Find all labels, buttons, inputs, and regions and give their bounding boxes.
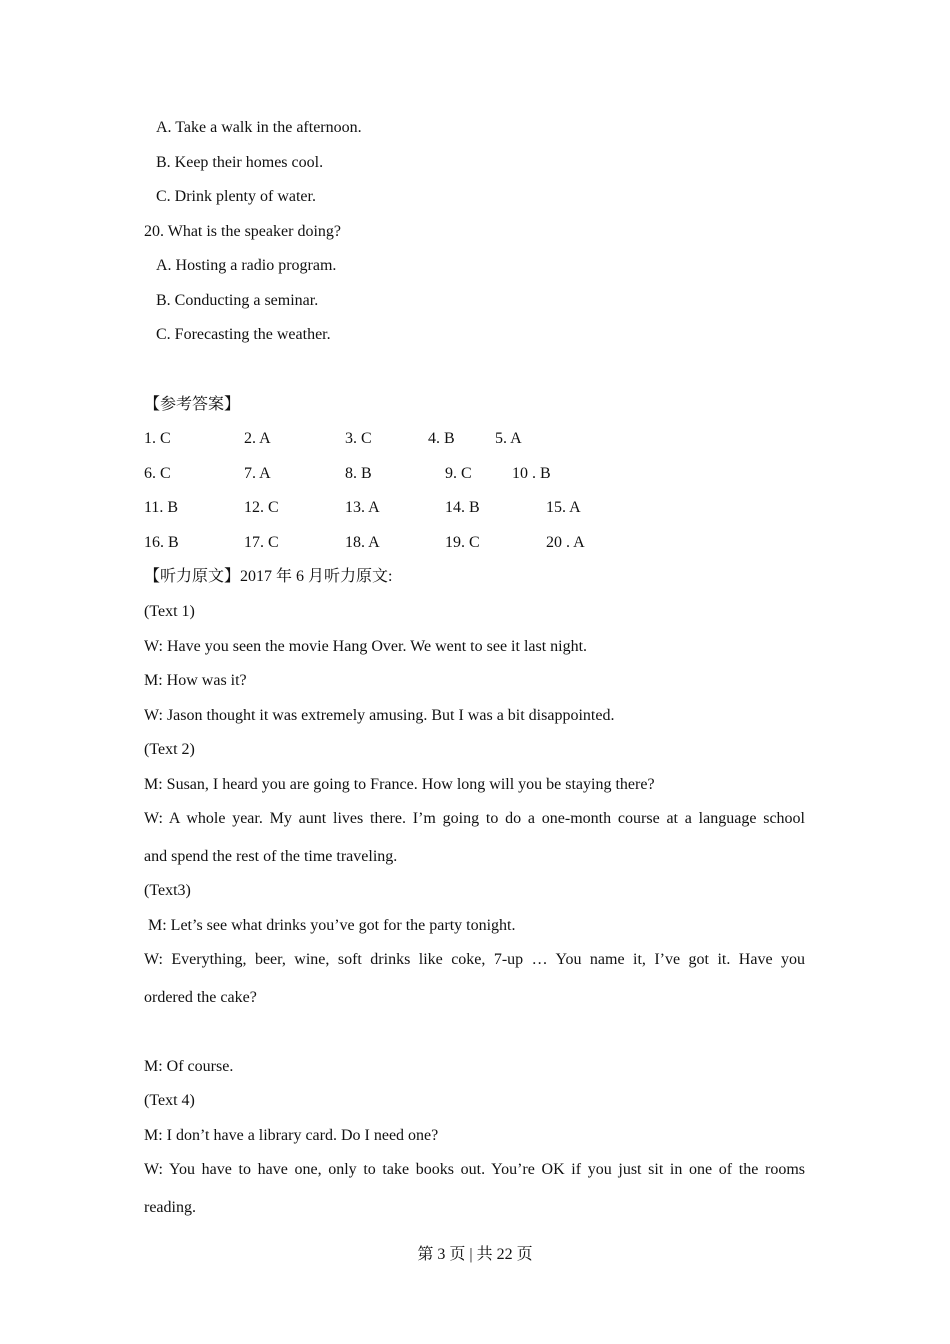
text3-line-m1: M: Let’s see what drinks you’ve got for the party tonight. — [144, 917, 516, 934]
text2-line-w1-part1-text: W: A whole year. My aunt lives there. I’m going to do a one-month course at a language school — [144, 810, 805, 827]
text2-line-w1-part1 — [144, 809, 805, 829]
answer-1: 1. C — [144, 430, 171, 447]
answer-8: 8. B — [345, 465, 372, 482]
text2-line-m1: M: Susan, I heard you are going to France. How long will you be staying there? — [144, 776, 655, 793]
text3-line-w1-part1 — [144, 950, 805, 970]
answer-14: 14. B — [445, 499, 480, 516]
answer-16: 16. B — [144, 534, 179, 551]
answer-3: 3. C — [345, 430, 372, 447]
answer-5: 5. A — [495, 430, 522, 447]
answer-17: 17. C — [244, 534, 279, 551]
answer-18: 18. A — [345, 534, 380, 551]
text1-line-w1: W: Have you seen the movie Hang Over. We went to see it last night. — [144, 638, 588, 655]
answer-12: 12. C — [244, 499, 279, 516]
q20-option-b: B. Conducting a seminar. — [156, 292, 319, 309]
answer-11: 11. B — [144, 499, 179, 516]
answer-9: 9. C — [445, 465, 472, 482]
answer-4: 4. B — [428, 430, 455, 447]
answers-heading: 【参考答案】 — [144, 396, 241, 413]
text2-line-w1-part2: and spend the rest of the time traveling. — [144, 848, 398, 865]
text4-line-m1: M: I don’t have a library card. Do I need one? — [144, 1127, 439, 1144]
text4-line-w1-part1-text: W: You have to have one, only to take books out. You’re OK if you just sit in one of the rooms — [144, 1161, 805, 1178]
text1-line-m1: M: How was it? — [144, 672, 247, 689]
answer-2: 2. A — [244, 430, 271, 447]
text3-line-w1-part2: ordered the cake? — [144, 989, 257, 1006]
page-footer: 第 3 页 | 共 22 页 — [417, 1246, 533, 1263]
text3-line-w1-part1-text: W: Everything, beer, wine, soft drinks like coke, 7-up … You name it, I’ve got it. Have you — [144, 951, 805, 968]
text1-label: (Text 1) — [144, 603, 195, 620]
text1-line-w2: W: Jason thought it was extremely amusing. But I was a bit disappointed. — [144, 707, 615, 724]
answer-13: 13. A — [345, 499, 380, 516]
text4-label: (Text 4) — [144, 1092, 195, 1109]
q19-option-c: C. Drink plenty of water. — [156, 188, 316, 205]
q20-question: 20. What is the speaker doing? — [144, 223, 341, 240]
text2-label: (Text 2) — [144, 741, 195, 758]
q19-option-a: A. Take a walk in the afternoon. — [156, 119, 362, 136]
q20-option-a: A. Hosting a radio program. — [156, 257, 337, 274]
answer-20: 20 . A — [546, 534, 585, 551]
text3-label: (Text3) — [144, 882, 191, 899]
answer-7: 7. A — [244, 465, 271, 482]
answer-10: 10 . B — [512, 465, 551, 482]
text4-line-w1-part2: reading. — [144, 1199, 196, 1216]
answer-15: 15. A — [546, 499, 581, 516]
q20-option-c: C. Forecasting the weather. — [156, 326, 331, 343]
transcript-heading: 【听力原文】2017 年 6 月听力原文: — [144, 568, 393, 585]
text4-line-w1-part1 — [144, 1160, 805, 1180]
text3-line-m2: M: Of course. — [144, 1058, 234, 1075]
q19-option-b: B. Keep their homes cool. — [156, 154, 324, 171]
answer-19: 19. C — [445, 534, 480, 551]
answer-6: 6. C — [144, 465, 171, 482]
